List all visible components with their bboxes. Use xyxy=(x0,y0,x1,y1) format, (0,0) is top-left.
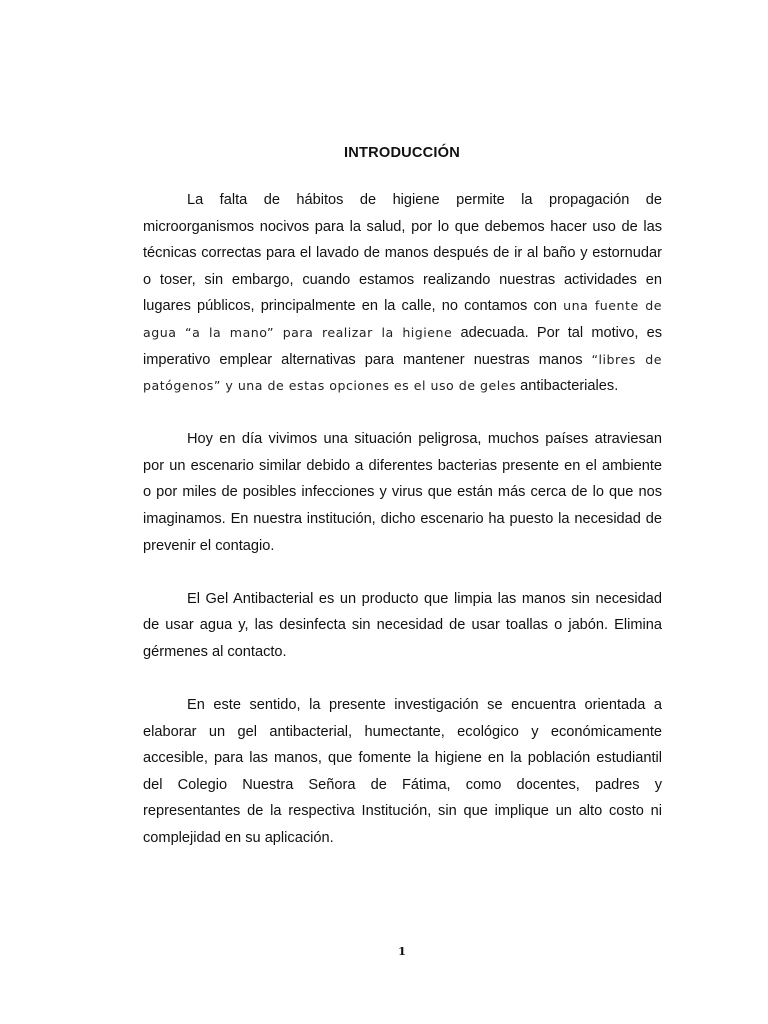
paragraph-1 xyxy=(143,187,662,400)
paragraph-1-text-b: adecuada. Por tal motivo, es imperativo emplear alternativas para mantener nuestras manos xyxy=(143,324,662,368)
page-title: INTRODUCCIÓN xyxy=(344,145,460,161)
paragraph-4: En este sentido, la presente investigación se encuentra orientada a elaborar un gel antibacterial, humectante, ecológico y económicamente accesible, para las manos, que fomente la higiene en la población estudiantil del Colegio Nuestra Señora de Fátima, como docentes, padres y representantes de la respectiva Institución, sin que implique un alto costo ni complejidad en su aplicación. xyxy=(143,697,662,846)
paragraph-1-alt-font-a: una fuente de agua “a la mano” para realizar la higiene xyxy=(143,298,662,340)
document-body xyxy=(143,187,662,878)
paragraph-1-text-c: antibacteriales. xyxy=(516,378,619,395)
paragraph-1-text-a: La falta de hábitos de higiene permite la propagación de microorganismos nocivos para la salud, por lo que debemos hacer uso de las técnicas correctas para el lavado de manos después de ir al baño y estornudar o toser, sin embargo, cuando estamos realizando nuestras actividades en lugares públicos, principalmente en la calle, no contamos con xyxy=(143,192,662,315)
page-number: 1 xyxy=(397,944,406,958)
paragraph-1-alt-font-b: “libres de patógenos” y una de estas opciones es el uso de geles xyxy=(143,351,662,394)
paragraph-3: El Gel Antibacterial es un producto que limpia las manos sin necesidad de usar agua y, las desinfecta sin necesidad de usar toallas o jabón. Elimina gérmenes al contacto. xyxy=(143,590,662,660)
paragraph-2: Hoy en día vivimos una situación peligrosa, muchos países atraviesan por un escenario similar debido a diferentes bacterias presente en el ambiente o por miles de posibles infecciones y virus que están más cerca de lo que nos imaginamos. En nuestra institución, dicho escenario ha puesto la necesidad de prevenir el contagio. xyxy=(143,431,662,554)
